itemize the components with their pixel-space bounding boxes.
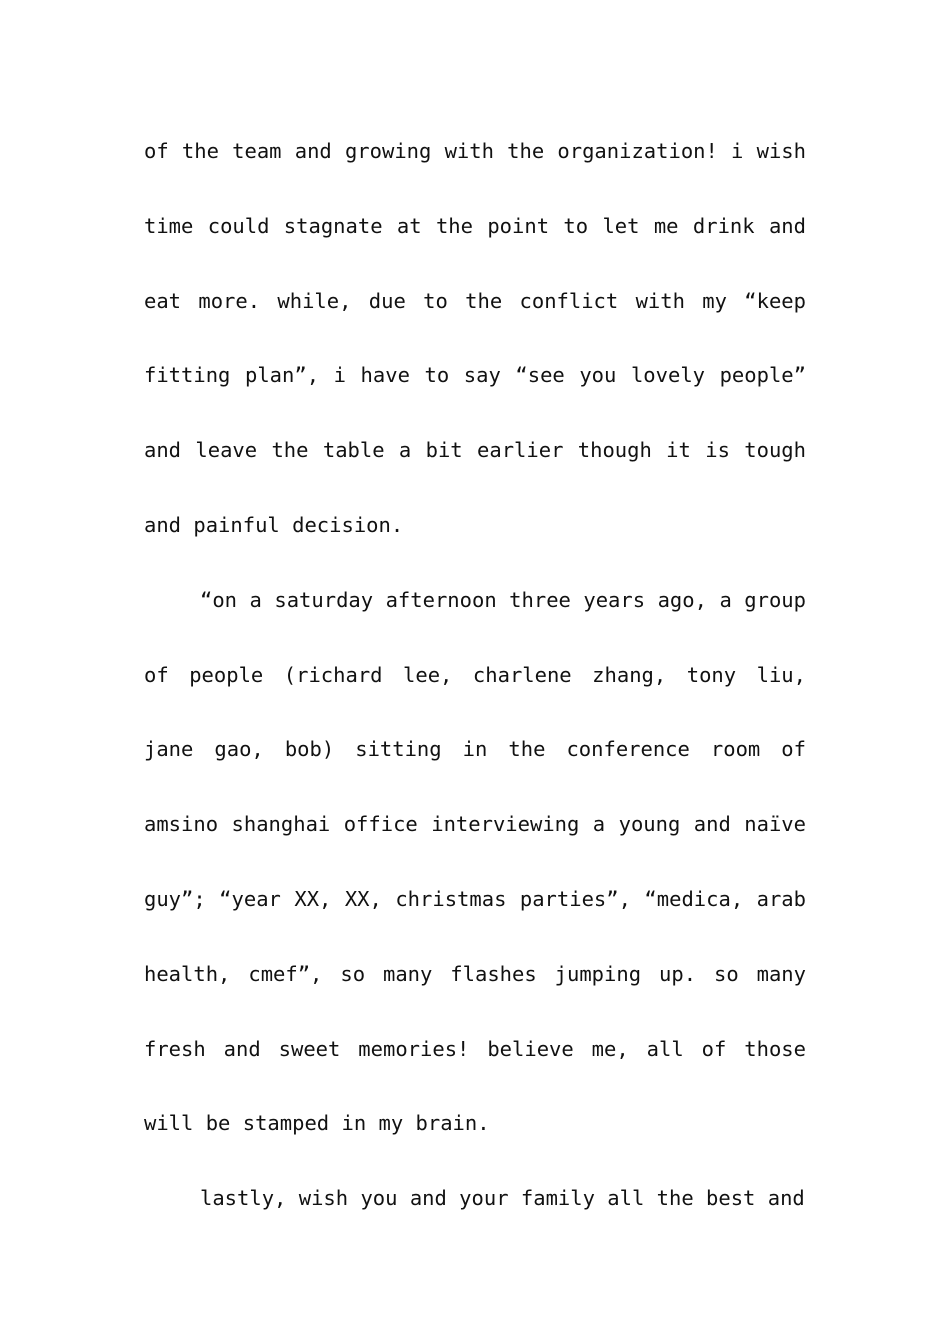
paragraph-closing: lastly, wish you and your family all the best and <box>200 1186 805 1211</box>
paragraph-farewell-dinner: of the team and growing with the organization! i wish time could stagnate at the point to let me drink and eat more. while, due to the conflict with my “keep fitting plan”, i have to say “see you lovely people” and leave the table a bit earlier though it is tough and painful decision. <box>144 139 806 537</box>
document-body <box>144 114 806 1236</box>
paragraph-memories: “on a saturday afternoon three years ago, a group of people (richard lee, charlene zhang, tony liu, jane gao, bob) sitting in the conference room of amsino shanghai office interviewing a young and naïve guy”; “year XX, XX, christmas parties”, “medica, arab health, cmef”, so many flashes jumping up. so many fresh and sweet memories! believe me, all of those will be stamped in my brain. <box>144 587 806 1136</box>
